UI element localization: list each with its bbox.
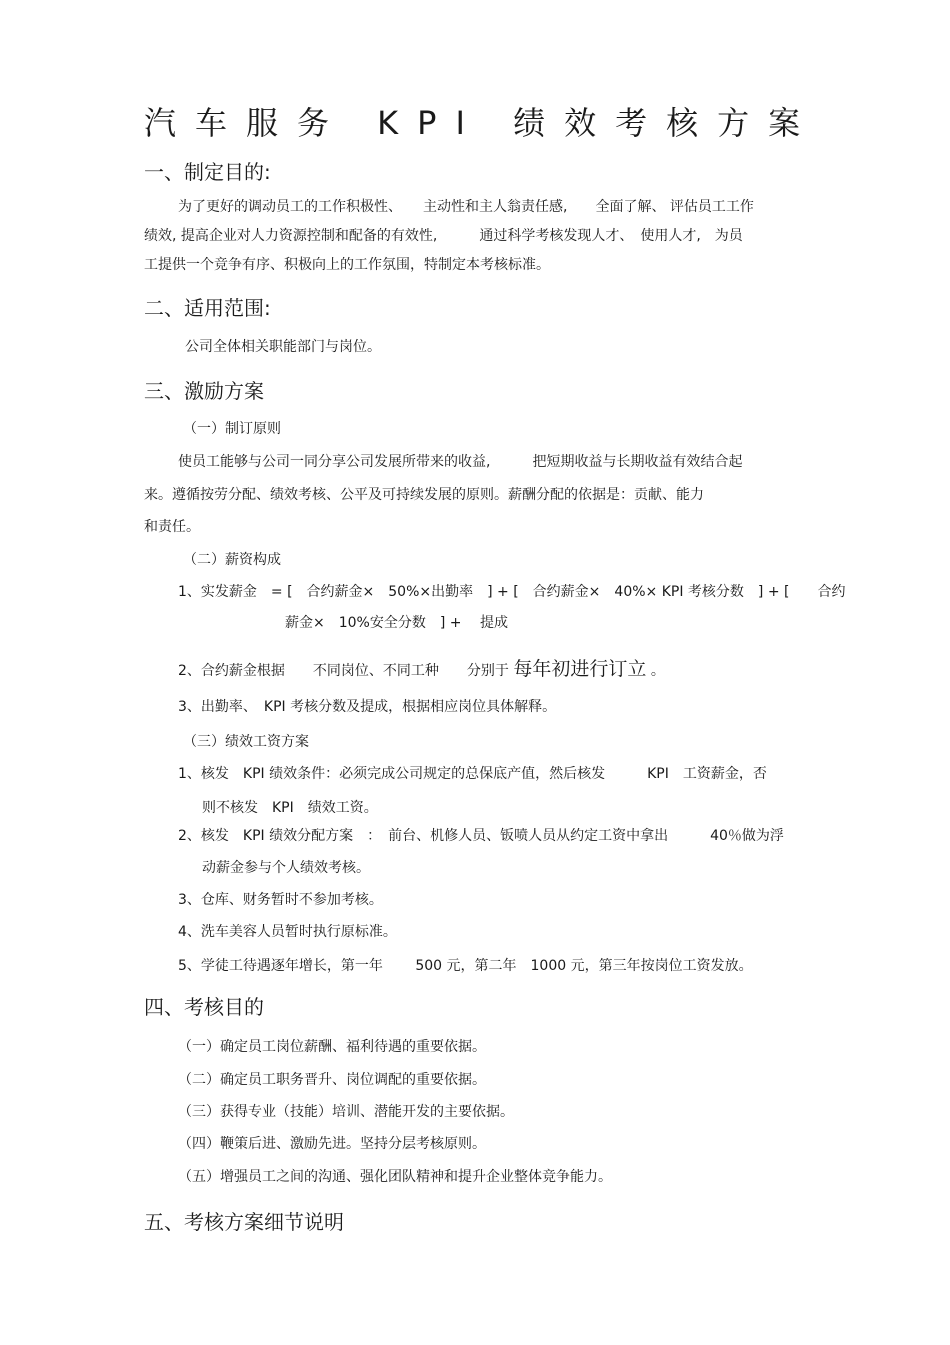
list-item: （四）鞭策后进、激励先进。坚持分层考核原则。	[178, 1136, 486, 1152]
salary-item-2-text: 2、合约薪金根据 不同岗位、不同工种 分别于	[178, 663, 509, 679]
kpi-item-2-cont: 动薪金参与个人绩效考核。	[202, 860, 370, 876]
salary-item-2	[178, 654, 665, 681]
subheading-performance-pay: （三）绩效工资方案	[183, 734, 309, 750]
salary-formula-line: 薪金× 10%安全分数 ] + 提成	[285, 615, 508, 631]
list-item: （五）增强员工之间的沟通、强化团队精神和提升企业整体竞争能力。	[178, 1169, 612, 1185]
salary-item-2-end: 。	[650, 663, 665, 679]
section-heading-assessment-purpose: 四、考核目的	[144, 995, 264, 1019]
section-heading-scope: 二、适用范围:	[144, 296, 271, 320]
paragraph-line: 和责任。	[144, 519, 200, 535]
document-title: 汽车服务 KPI 绩效考核方案	[144, 104, 820, 142]
kpi-item-5: 5、学徒工待遇逐年增长，第一年 500 元，第二年 1000 元，第三年按岗位工资发放。	[178, 958, 753, 974]
list-item: （三）获得专业（技能）培训、潜能开发的主要依据。	[178, 1104, 514, 1120]
paragraph-line: 来。遵循按劳分配、绩效考核、公平及可持续发展的原则。薪酬分配的依据是：贡献、能力	[144, 487, 704, 503]
scope-text: 公司全体相关职能部门与岗位。	[185, 339, 381, 355]
kpi-item-2: 2、核发 KPI 绩效分配方案 ： 前台、机修人员、钣喷人员从约定工资中拿出 40％做为浮	[178, 828, 784, 844]
section-heading-purpose: 一、制定目的:	[144, 160, 271, 184]
section-heading-details: 五、考核方案细节说明	[144, 1210, 344, 1234]
subheading-salary-structure: （二）薪资构成	[183, 552, 281, 568]
list-item: （二）确定员工职务晋升、岗位调配的重要依据。	[178, 1072, 486, 1088]
kpi-item-1-cont: 则不核发 KPI 绩效工资。	[202, 800, 378, 816]
paragraph-line: 使员工能够与公司一同分享公司发展所带来的收益, 把短期收益与长期收益有效结合起	[178, 454, 743, 470]
list-item: （一）确定员工岗位薪酬、福利待遇的重要依据。	[178, 1039, 486, 1055]
salary-item-3: 3、出勤率、 KPI 考核分数及提成，根据相应岗位具体解释。	[178, 699, 557, 715]
subheading-principles: （一）制订原则	[183, 421, 281, 437]
section-heading-incentive: 三、激励方案	[144, 379, 264, 403]
kpi-item-3: 3、仓库、财务暂时不参加考核。	[178, 892, 383, 908]
salary-item-2-emphasis: 每年初进行订立	[513, 658, 647, 680]
paragraph-line: 为了更好的调动员工的工作积极性、 主动性和主人翁责任感, 全面了解、 评估员工工作	[178, 199, 754, 215]
salary-formula-line: 1、实发薪金 = [ 合约薪金× 50%×出勤率 ] + [ 合约薪金× 40%× KPI 考核分数 ] + [ 合约	[178, 584, 846, 600]
paragraph-line: 工提供一个竞争有序、积极向上的工作氛围，特制定本考核标准。	[144, 257, 550, 273]
paragraph-line: 绩效, 提高企业对人力资源控制和配备的有效性, 通过科学考核发现人才、 使用人才, 为员	[144, 228, 743, 244]
kpi-item-1: 1、核发 KPI 绩效条件：必须完成公司规定的总保底产值，然后核发 KPI 工资薪金，否	[178, 766, 767, 782]
kpi-item-4: 4、洗车美容人员暂时执行原标准。	[178, 924, 397, 940]
